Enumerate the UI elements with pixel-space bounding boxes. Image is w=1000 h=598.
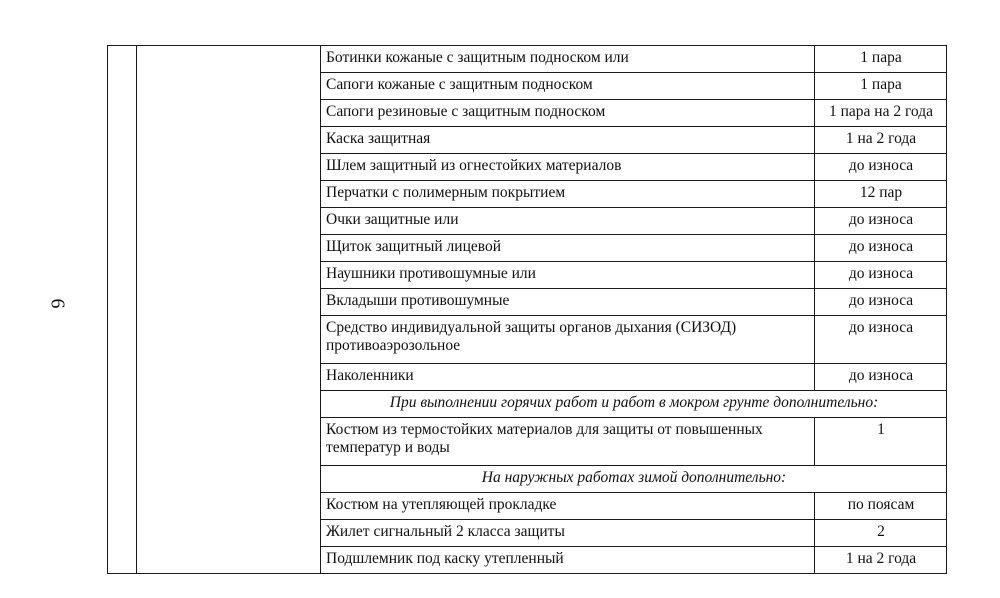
item-norm-cell: 1 пара bbox=[815, 73, 947, 100]
item-name-cell: Ботинки кожаные с защитным подноском или bbox=[321, 46, 815, 73]
item-name-cell: Вкладыши противошумные bbox=[321, 289, 815, 316]
item-norm-cell: до износа bbox=[815, 154, 947, 181]
section-heading: При выполнении горячих работ и работ в мокром грунте дополнительно: bbox=[321, 391, 947, 418]
profession-column-cell bbox=[137, 46, 321, 574]
item-norm-cell: до износа bbox=[815, 364, 947, 391]
item-name-cell: Средство индивидуальной защиты органов дыхания (СИЗОД) противоаэрозольное bbox=[321, 316, 815, 364]
item-norm-cell: до износа bbox=[815, 316, 947, 364]
item-name-cell: Очки защитные или bbox=[321, 208, 815, 235]
item-norm-cell: по поясам bbox=[815, 493, 947, 520]
item-name-cell: Перчатки с полимерным покрытием bbox=[321, 181, 815, 208]
item-norm-cell: 1 на 2 года bbox=[815, 547, 947, 574]
number-column-cell bbox=[108, 46, 137, 574]
item-name-cell: Сапоги резиновые с защитным подноском bbox=[321, 100, 815, 127]
item-norm-cell: 12 пар bbox=[815, 181, 947, 208]
section-heading: На наружных работах зимой дополнительно: bbox=[321, 466, 947, 493]
item-norm-cell: 1 пара bbox=[815, 46, 947, 73]
item-norm-cell: 1 пара на 2 года bbox=[815, 100, 947, 127]
item-norm-cell: до износа bbox=[815, 262, 947, 289]
item-norm-cell: 1 bbox=[815, 418, 947, 466]
item-name-cell: Наушники противошумные или bbox=[321, 262, 815, 289]
item-norm-cell: до износа bbox=[815, 208, 947, 235]
page-number: 6 bbox=[46, 298, 69, 309]
table-row bbox=[108, 46, 947, 73]
item-name-cell: Костюм на утепляющей прокладке bbox=[321, 493, 815, 520]
item-norm-cell: 2 bbox=[815, 520, 947, 547]
item-name-cell: Щиток защитный лицевой bbox=[321, 235, 815, 262]
item-name-cell: Наколенники bbox=[321, 364, 815, 391]
ppe-norms-table bbox=[107, 45, 947, 574]
item-name-cell: Жилет сигнальный 2 класса защиты bbox=[321, 520, 815, 547]
item-name-cell: Шлем защитный из огнестойких материалов bbox=[321, 154, 815, 181]
item-name-cell: Каска защитная bbox=[321, 127, 815, 154]
item-name-cell: Подшлемник под каску утепленный bbox=[321, 547, 815, 574]
item-norm-cell: до износа bbox=[815, 289, 947, 316]
item-name-cell: Сапоги кожаные с защитным подноском bbox=[321, 73, 815, 100]
item-norm-cell: 1 на 2 года bbox=[815, 127, 947, 154]
item-norm-cell: до износа bbox=[815, 235, 947, 262]
item-name-cell: Костюм из термостойких материалов для защиты от повышенных температур и воды bbox=[321, 418, 815, 466]
